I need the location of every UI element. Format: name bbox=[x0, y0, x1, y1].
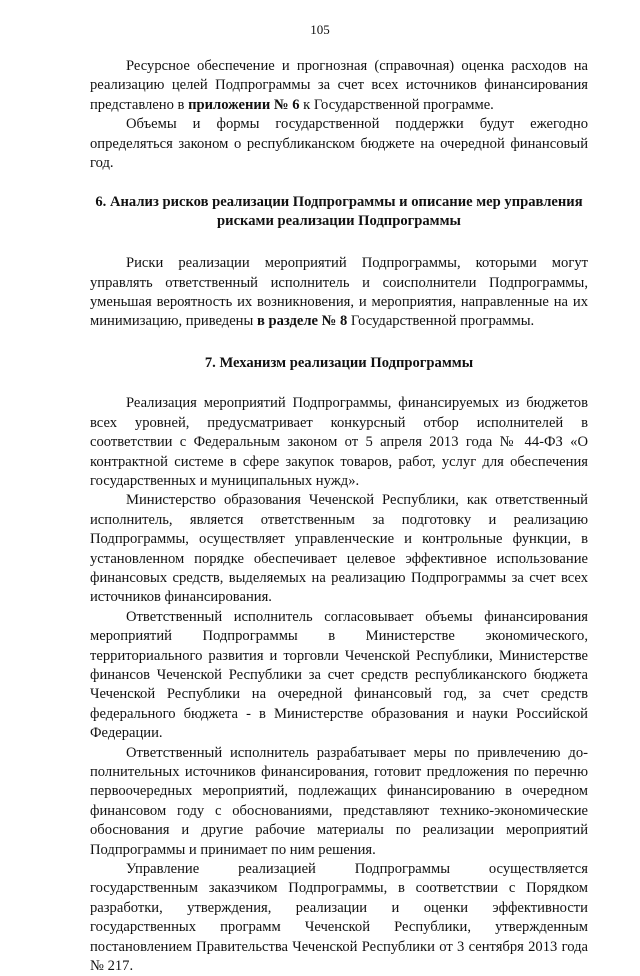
page-content bbox=[90, 57, 588, 976]
page-number: 105 bbox=[310, 22, 330, 37]
section-reference: в разделе № 8 bbox=[256, 313, 348, 330]
paragraph-risks: Риски реализации мероприятий Подпрограммы, которыми могут управлять ответственный исполнитель и соисполнители Подпрограммы, уменьшая вероятность их возникновения, и мероприятия, направленные на их минимизацию, приведены в разделе № 8 Государственной программы. bbox=[90, 255, 588, 330]
paragraph-program-management: Управление реализацией Подпрограммы осуществляется государственным заказчиком Подпрограммы, в соответствии с Порядком разработки, утверждения, реализации и оценки эффективности государственных программ Чеченской Республики, утвержденным постановлением Правительства Чеченской Республики от 3 сентября 2013 года № 217. bbox=[90, 861, 588, 975]
section-heading-6: 6. Анализ рисков реализации Подпрограммы и описание мер управления рисками реализации Подпрограммы bbox=[95, 194, 583, 229]
section-heading-7: 7. Механизм реализации Подпрограммы bbox=[204, 354, 474, 371]
paragraph-resource-provision: Ресурсное обеспечение и прогнозная (справочная) оценка расходов на реализацию целей Подпрограммы за счет всех источников финансирования представлено в приложении № 6 к Государственной программе. bbox=[90, 58, 588, 113]
paragraph-implementation: Реализация мероприятий Подпрограммы, финансируемых из бюджетов всех уровней, предусматривает конкурсный отбор исполнителей в соответствии с Федеральным законом от 5 апреля 2013 года № 44-ФЗ «О контрактной системе в сфере закупок товаров, работ, услуг для обеспечения государственных и муниципальных нужд». bbox=[90, 395, 588, 489]
paragraph-financing-approval: Ответственный исполнитель согласовывает объемы финансирования мероприятий Подпрограммы в Министерстве экономического, территориального развития и торговли Чеченской Республики, Министерстве финансов Чеченской Республики за счет средств республиканского бюджета Чеченской Республики на очередной финансовый год, за счет средств федерального бюджета - в Министерстве образования и науки Российской Федерации. bbox=[90, 608, 588, 742]
paragraph-additional-funding: Ответственный исполнитель разрабатывает меры по привлечению дополнительных источников финансирования, готовит предложения по перечню первоочередных мероприятий, подлежащих финансированию в очередном финансовом году с обоснованиями, представляют технико-экономические обоснования и другие рабочие материалы по реализации мероприятий Подпрограммы и принимает по ним решения. bbox=[90, 744, 588, 858]
paragraph-ministry-responsibility: Министерство образования Чеченской Республики, как ответственный исполнитель, является ответственным за подготовку и реализацию Подпрограммы, осуществляет управленческие и контрольные функции, в установленном порядке обеспечивает целевое эффективное использование финансовых средств, выделяемых на реализацию Подпрограммы за счет всех источников финансирования. bbox=[90, 492, 588, 606]
appendix-reference: приложении № 6 bbox=[188, 96, 300, 113]
paragraph-state-support: Объемы и формы государственной поддержки будут ежегодно определяться законом о республиканском бюджете на очередной финансовый год. bbox=[90, 116, 588, 172]
